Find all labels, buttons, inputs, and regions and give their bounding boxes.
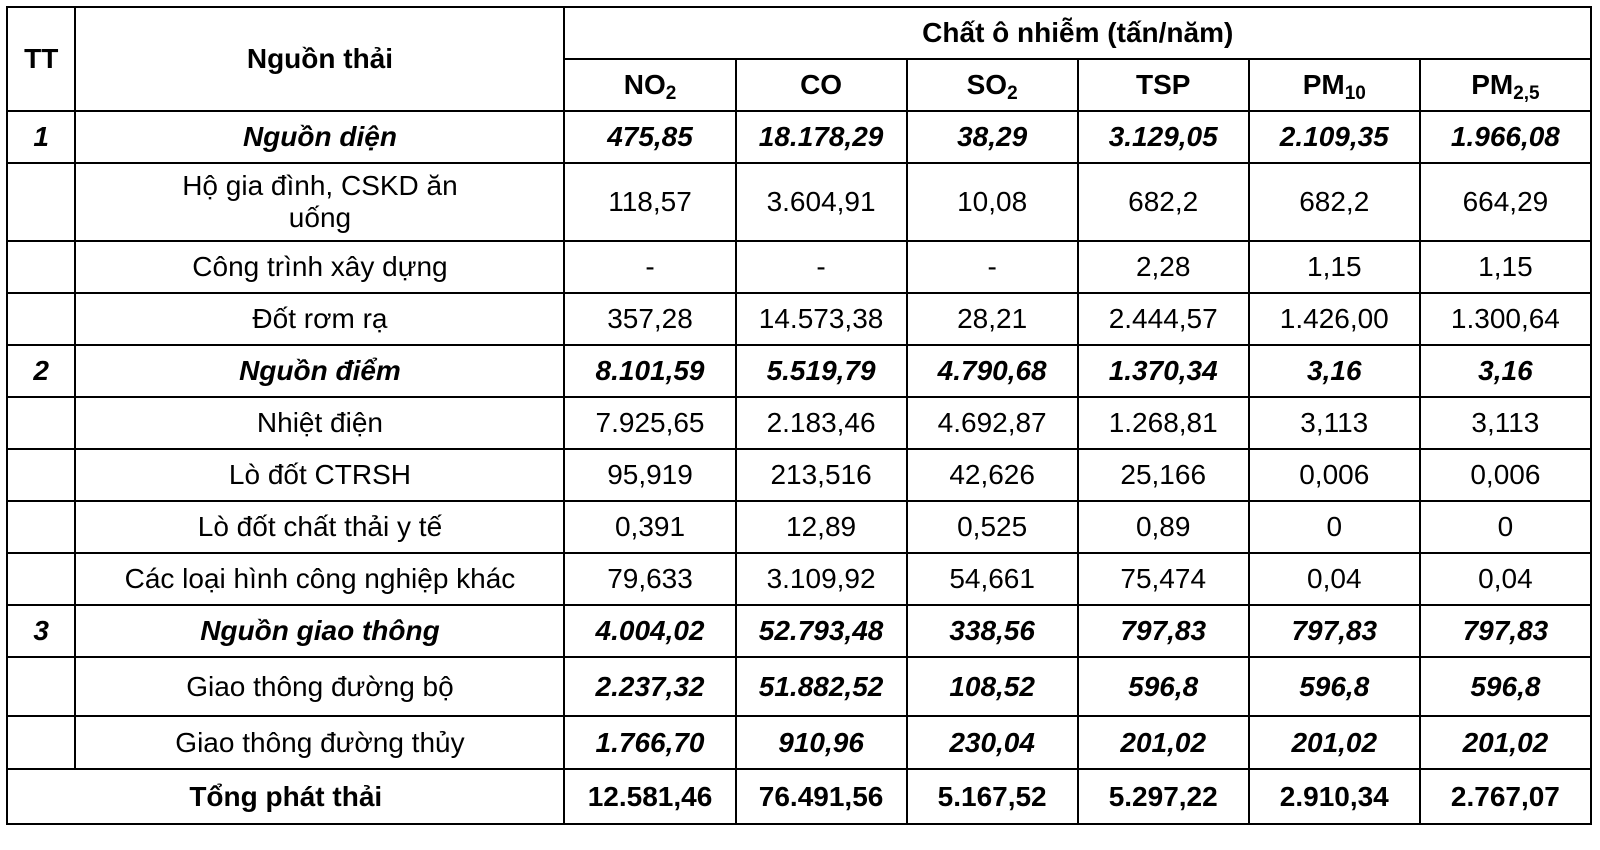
value-cell: 0,04 bbox=[1249, 553, 1420, 605]
source-header: Nguồn thải bbox=[75, 7, 564, 111]
source-name: Lò đốt chất thải y tế bbox=[75, 501, 564, 553]
value-cell: 201,02 bbox=[1249, 716, 1420, 769]
pollutant-symbol: NO bbox=[623, 69, 666, 100]
value-cell: 51.882,52 bbox=[736, 657, 907, 716]
table-body bbox=[7, 111, 1591, 824]
row-number: 1 bbox=[7, 111, 75, 163]
value-cell: 0,006 bbox=[1249, 449, 1420, 501]
source-name: Giao thông đường bộ bbox=[75, 657, 564, 716]
value-cell: 1,15 bbox=[1249, 241, 1420, 293]
value-cell: 95,919 bbox=[564, 449, 735, 501]
value-cell: 2.109,35 bbox=[1249, 111, 1420, 163]
value-cell: 1.966,08 bbox=[1420, 111, 1591, 163]
value-cell: 596,8 bbox=[1078, 657, 1249, 716]
value-cell: 475,85 bbox=[564, 111, 735, 163]
value-cell: 1.426,00 bbox=[1249, 293, 1420, 345]
table-row bbox=[7, 241, 1591, 293]
value-cell: 79,633 bbox=[564, 553, 735, 605]
pollutant-symbol: SO bbox=[966, 69, 1008, 100]
pollutant-subscript: 2,5 bbox=[1513, 83, 1540, 104]
row-number bbox=[7, 716, 75, 769]
value-cell: - bbox=[736, 241, 907, 293]
value-cell: 3.604,91 bbox=[736, 163, 907, 241]
emissions-table bbox=[6, 6, 1592, 825]
pollutant-header bbox=[736, 59, 907, 111]
total-value: 12.581,46 bbox=[564, 769, 735, 824]
source-name: Nguồn diện bbox=[75, 111, 564, 163]
value-cell: 338,56 bbox=[907, 605, 1078, 657]
pollutant-symbol: TSP bbox=[1135, 69, 1191, 100]
row-number bbox=[7, 657, 75, 716]
row-number bbox=[7, 163, 75, 241]
row-number bbox=[7, 241, 75, 293]
value-cell: 201,02 bbox=[1420, 716, 1591, 769]
pollutant-symbol: PM bbox=[1302, 69, 1345, 100]
value-cell: 38,29 bbox=[907, 111, 1078, 163]
value-cell: 797,83 bbox=[1249, 605, 1420, 657]
table-row bbox=[7, 716, 1591, 769]
value-cell: 52.793,48 bbox=[736, 605, 907, 657]
source-name: Công trình xây dựng bbox=[75, 241, 564, 293]
tt-header: TT bbox=[7, 7, 75, 111]
value-cell: 0,525 bbox=[907, 501, 1078, 553]
source-name: Đốt rơm rạ bbox=[75, 293, 564, 345]
table-row bbox=[7, 449, 1591, 501]
row-number bbox=[7, 553, 75, 605]
value-cell: 10,08 bbox=[907, 163, 1078, 241]
source-name: Nguồn điểm bbox=[75, 345, 564, 397]
source-name: Hộ gia đình, CSKD ăn uống bbox=[75, 163, 564, 241]
value-cell: 0,04 bbox=[1420, 553, 1591, 605]
pollutant-header bbox=[1249, 59, 1420, 111]
total-value: 76.491,56 bbox=[736, 769, 907, 824]
value-cell: 4.790,68 bbox=[907, 345, 1078, 397]
value-cell: 2.237,32 bbox=[564, 657, 735, 716]
value-cell: 18.178,29 bbox=[736, 111, 907, 163]
pollutant-subscript: 2 bbox=[1007, 83, 1018, 104]
row-number bbox=[7, 293, 75, 345]
row-number: 2 bbox=[7, 345, 75, 397]
value-cell: 1.268,81 bbox=[1078, 397, 1249, 449]
value-cell: 0,89 bbox=[1078, 501, 1249, 553]
group-row bbox=[7, 605, 1591, 657]
value-cell: 8.101,59 bbox=[564, 345, 735, 397]
pollutant-header bbox=[1420, 59, 1591, 111]
header-row-top bbox=[7, 7, 1591, 59]
value-cell: 5.519,79 bbox=[736, 345, 907, 397]
value-cell: 910,96 bbox=[736, 716, 907, 769]
pollutant-subscript: 2 bbox=[665, 83, 677, 104]
table-row bbox=[7, 163, 1591, 241]
pollutant-subscript: 10 bbox=[1344, 83, 1366, 104]
value-cell: 1.370,34 bbox=[1078, 345, 1249, 397]
table-row bbox=[7, 293, 1591, 345]
value-cell: 2,28 bbox=[1078, 241, 1249, 293]
value-cell: 596,8 bbox=[1420, 657, 1591, 716]
value-cell: 2.444,57 bbox=[1078, 293, 1249, 345]
source-name: Nguồn giao thông bbox=[75, 605, 564, 657]
total-value: 5.297,22 bbox=[1078, 769, 1249, 824]
value-cell: 1.300,64 bbox=[1420, 293, 1591, 345]
group-row bbox=[7, 111, 1591, 163]
value-cell: 1,15 bbox=[1420, 241, 1591, 293]
pollutant-header bbox=[907, 59, 1078, 111]
table-row bbox=[7, 501, 1591, 553]
total-value: 2.767,07 bbox=[1420, 769, 1591, 824]
table-row bbox=[7, 657, 1591, 716]
total-value: 2.910,34 bbox=[1249, 769, 1420, 824]
pollutant-header bbox=[564, 59, 735, 111]
value-cell: 54,661 bbox=[907, 553, 1078, 605]
pollutant-symbol: PM bbox=[1471, 69, 1514, 100]
pollutant-header bbox=[1078, 59, 1249, 111]
value-cell: - bbox=[564, 241, 735, 293]
source-name: Lò đốt CTRSH bbox=[75, 449, 564, 501]
value-cell: 797,83 bbox=[1078, 605, 1249, 657]
table-row bbox=[7, 553, 1591, 605]
value-cell: 230,04 bbox=[907, 716, 1078, 769]
value-cell: 14.573,38 bbox=[736, 293, 907, 345]
value-cell: 357,28 bbox=[564, 293, 735, 345]
value-cell: 42,626 bbox=[907, 449, 1078, 501]
value-cell: 664,29 bbox=[1420, 163, 1591, 241]
source-name: Các loại hình công nghiệp khác bbox=[75, 553, 564, 605]
value-cell: 25,166 bbox=[1078, 449, 1249, 501]
value-cell: - bbox=[907, 241, 1078, 293]
total-label: Tổng phát thải bbox=[7, 769, 564, 824]
value-cell: 1.766,70 bbox=[564, 716, 735, 769]
value-cell: 3,113 bbox=[1420, 397, 1591, 449]
table-header bbox=[7, 7, 1591, 111]
value-cell: 3,16 bbox=[1420, 345, 1591, 397]
value-cell: 28,21 bbox=[907, 293, 1078, 345]
value-cell: 2.183,46 bbox=[736, 397, 907, 449]
value-cell: 108,52 bbox=[907, 657, 1078, 716]
value-cell: 682,2 bbox=[1078, 163, 1249, 241]
row-number bbox=[7, 449, 75, 501]
value-cell: 7.925,65 bbox=[564, 397, 735, 449]
source-name: Nhiệt điện bbox=[75, 397, 564, 449]
value-cell: 3,16 bbox=[1249, 345, 1420, 397]
value-cell: 0 bbox=[1249, 501, 1420, 553]
value-cell: 3,113 bbox=[1249, 397, 1420, 449]
pollutant-symbol: CO bbox=[800, 69, 843, 100]
row-number bbox=[7, 397, 75, 449]
value-cell: 0,391 bbox=[564, 501, 735, 553]
source-name: Giao thông đường thủy bbox=[75, 716, 564, 769]
pollutant-group-header: Chất ô nhiễm (tấn/năm) bbox=[564, 7, 1591, 59]
row-number: 3 bbox=[7, 605, 75, 657]
value-cell: 3.109,92 bbox=[736, 553, 907, 605]
row-number bbox=[7, 501, 75, 553]
value-cell: 4.004,02 bbox=[564, 605, 735, 657]
table-row bbox=[7, 397, 1591, 449]
value-cell: 12,89 bbox=[736, 501, 907, 553]
value-cell: 0 bbox=[1420, 501, 1591, 553]
total-row bbox=[7, 769, 1591, 824]
value-cell: 118,57 bbox=[564, 163, 735, 241]
value-cell: 213,516 bbox=[736, 449, 907, 501]
value-cell: 4.692,87 bbox=[907, 397, 1078, 449]
value-cell: 0,006 bbox=[1420, 449, 1591, 501]
value-cell: 201,02 bbox=[1078, 716, 1249, 769]
total-value: 5.167,52 bbox=[907, 769, 1078, 824]
value-cell: 3.129,05 bbox=[1078, 111, 1249, 163]
value-cell: 596,8 bbox=[1249, 657, 1420, 716]
value-cell: 797,83 bbox=[1420, 605, 1591, 657]
value-cell: 682,2 bbox=[1249, 163, 1420, 241]
value-cell: 75,474 bbox=[1078, 553, 1249, 605]
group-row bbox=[7, 345, 1591, 397]
